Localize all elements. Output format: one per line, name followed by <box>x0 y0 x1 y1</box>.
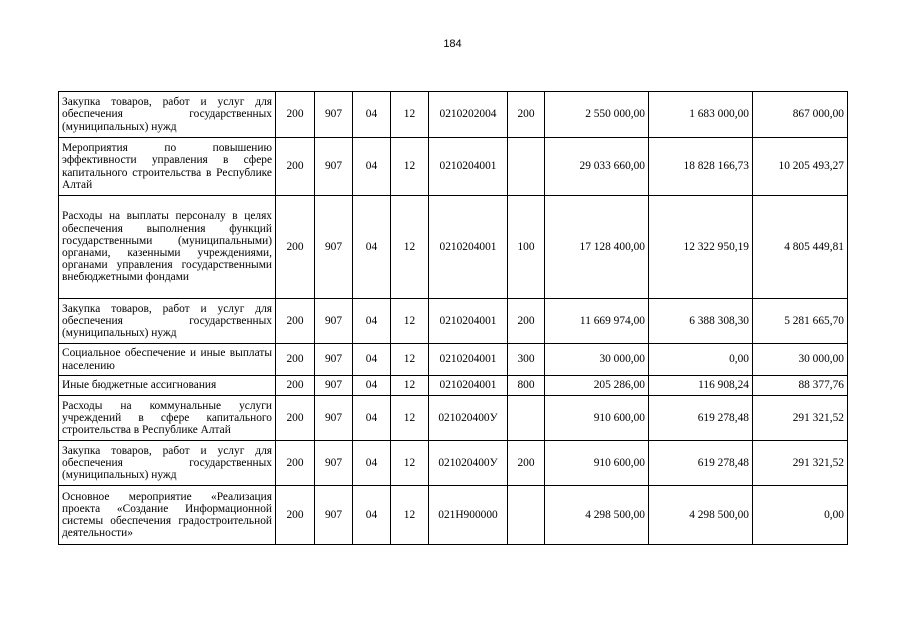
budget-table <box>58 91 848 545</box>
cell-c4: 12 <box>391 441 429 486</box>
cell-v2: 1 683 000,00 <box>649 92 753 138</box>
cell-c1: 200 <box>276 196 315 299</box>
cell-v1: 2 550 000,00 <box>545 92 649 138</box>
cell-c3: 04 <box>353 486 391 545</box>
cell-c4: 12 <box>391 138 429 196</box>
cell-vr: 300 <box>508 344 545 376</box>
cell-v3: 291 321,52 <box>753 396 848 441</box>
cell-code: 021020400У <box>429 396 508 441</box>
table-row <box>59 92 848 138</box>
cell-v3: 291 321,52 <box>753 441 848 486</box>
cell-c1: 200 <box>276 376 315 396</box>
cell-v1: 17 128 400,00 <box>545 196 649 299</box>
cell-v3: 30 000,00 <box>753 344 848 376</box>
table-row <box>59 376 848 396</box>
cell-v3: 5 281 665,70 <box>753 299 848 344</box>
cell-c2: 907 <box>315 441 353 486</box>
cell-c1: 200 <box>276 486 315 545</box>
cell-c4: 12 <box>391 344 429 376</box>
cell-c3: 04 <box>353 92 391 138</box>
cell-v2: 619 278,48 <box>649 396 753 441</box>
cell-c4: 12 <box>391 396 429 441</box>
cell-c3: 04 <box>353 344 391 376</box>
cell-code: 0210204001 <box>429 138 508 196</box>
row-name: Расходы на выплаты персоналу в целях обеспечения выполнения функций государственными (муниципальными) органами, казенными учреждениями, органами управления государственными внебюджетными фондами <box>59 196 276 299</box>
cell-c1: 200 <box>276 344 315 376</box>
cell-c1: 200 <box>276 396 315 441</box>
cell-code: 021Н900000 <box>429 486 508 545</box>
cell-v2: 12 322 950,19 <box>649 196 753 299</box>
cell-v1: 4 298 500,00 <box>545 486 649 545</box>
cell-v1: 30 000,00 <box>545 344 649 376</box>
cell-c3: 04 <box>353 376 391 396</box>
cell-v1: 910 600,00 <box>545 441 649 486</box>
cell-v1: 29 033 660,00 <box>545 138 649 196</box>
row-name: Иные бюджетные ассигнования <box>59 376 276 396</box>
cell-c2: 907 <box>315 138 353 196</box>
cell-code: 021020400У <box>429 441 508 486</box>
table-row <box>59 344 848 376</box>
cell-code: 0210202004 <box>429 92 508 138</box>
cell-c3: 04 <box>353 196 391 299</box>
cell-vr <box>508 396 545 441</box>
row-name: Закупка товаров, работ и услуг для обеспечения государственных (муниципальных) нужд <box>59 441 276 486</box>
row-name: Основное мероприятие «Реализация проекта «Создание Информационной системы обеспечения градостроительной деятельности» <box>59 486 276 545</box>
cell-v2: 619 278,48 <box>649 441 753 486</box>
table-row <box>59 441 848 486</box>
row-name: Расходы на коммунальные услуги учреждений в сфере капитального строительства в Республике Алтай <box>59 396 276 441</box>
cell-v2: 18 828 166,73 <box>649 138 753 196</box>
cell-c1: 200 <box>276 441 315 486</box>
cell-c2: 907 <box>315 299 353 344</box>
cell-vr: 800 <box>508 376 545 396</box>
table-row <box>59 396 848 441</box>
cell-v3: 10 205 493,27 <box>753 138 848 196</box>
cell-vr <box>508 138 545 196</box>
cell-v3: 88 377,76 <box>753 376 848 396</box>
cell-vr: 200 <box>508 441 545 486</box>
row-name: Закупка товаров, работ и услуг для обеспечения государственных (муниципальных) нужд <box>59 92 276 138</box>
cell-vr <box>508 486 545 545</box>
cell-vr: 200 <box>508 299 545 344</box>
table-row <box>59 196 848 299</box>
cell-c1: 200 <box>276 92 315 138</box>
cell-v2: 4 298 500,00 <box>649 486 753 545</box>
cell-c2: 907 <box>315 486 353 545</box>
cell-c2: 907 <box>315 92 353 138</box>
cell-c2: 907 <box>315 376 353 396</box>
cell-code: 0210204001 <box>429 344 508 376</box>
table-row <box>59 138 848 196</box>
cell-c4: 12 <box>391 376 429 396</box>
cell-c2: 907 <box>315 344 353 376</box>
cell-c4: 12 <box>391 92 429 138</box>
cell-v3: 867 000,00 <box>753 92 848 138</box>
cell-c1: 200 <box>276 299 315 344</box>
table-row <box>59 486 848 545</box>
table-row <box>59 299 848 344</box>
cell-c1: 200 <box>276 138 315 196</box>
cell-c4: 12 <box>391 486 429 545</box>
cell-v2: 0,00 <box>649 344 753 376</box>
cell-c3: 04 <box>353 299 391 344</box>
cell-c2: 907 <box>315 196 353 299</box>
row-name: Закупка товаров, работ и услуг для обеспечения государственных (муниципальных) нужд <box>59 299 276 344</box>
cell-vr: 200 <box>508 92 545 138</box>
page-number: 184 <box>443 38 462 50</box>
cell-c3: 04 <box>353 138 391 196</box>
row-name: Мероприятия по повышению эффективности управления в сфере капитального строительства в Республике Алтай <box>59 138 276 196</box>
cell-c2: 907 <box>315 396 353 441</box>
cell-c4: 12 <box>391 196 429 299</box>
cell-c3: 04 <box>353 441 391 486</box>
cell-v1: 205 286,00 <box>545 376 649 396</box>
cell-code: 0210204001 <box>429 376 508 396</box>
cell-v3: 4 805 449,81 <box>753 196 848 299</box>
cell-v2: 6 388 308,30 <box>649 299 753 344</box>
row-name: Социальное обеспечение и иные выплаты населению <box>59 344 276 376</box>
cell-c4: 12 <box>391 299 429 344</box>
cell-code: 0210204001 <box>429 299 508 344</box>
cell-v1: 910 600,00 <box>545 396 649 441</box>
cell-v1: 11 669 974,00 <box>545 299 649 344</box>
cell-vr: 100 <box>508 196 545 299</box>
cell-c3: 04 <box>353 396 391 441</box>
cell-v2: 116 908,24 <box>649 376 753 396</box>
cell-v3: 0,00 <box>753 486 848 545</box>
cell-code: 0210204001 <box>429 196 508 299</box>
